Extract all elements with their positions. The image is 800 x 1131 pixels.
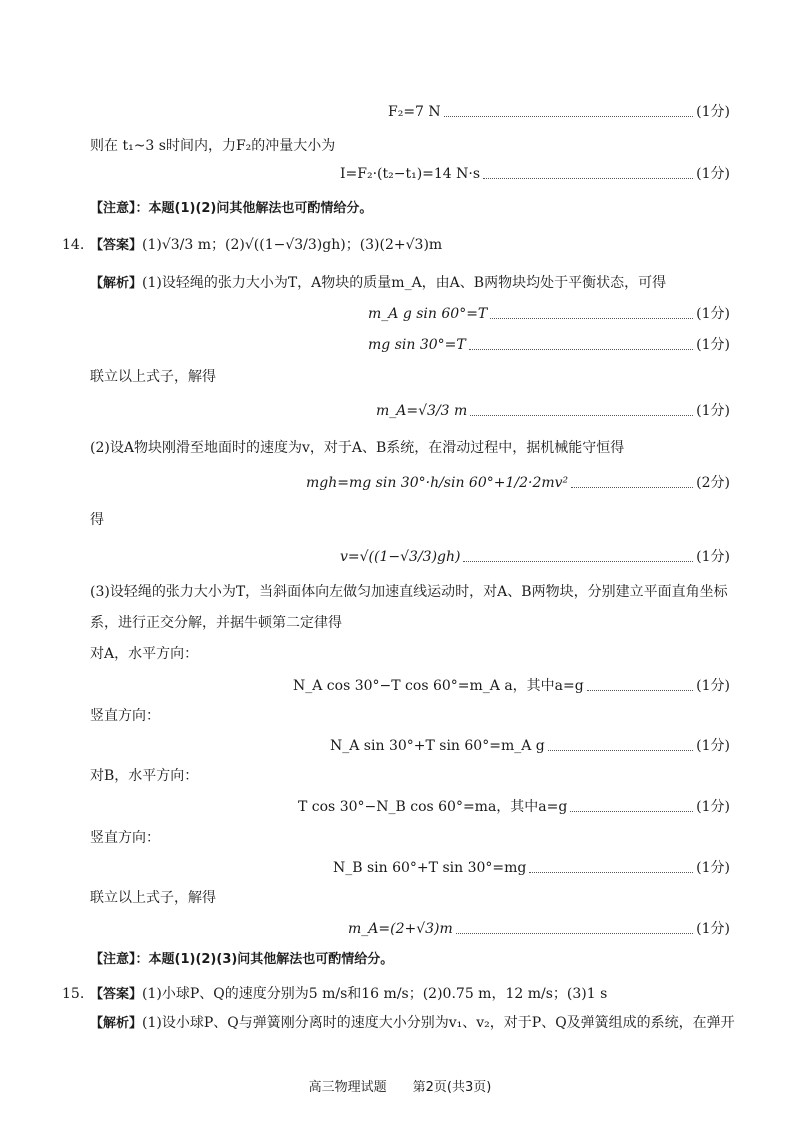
q14-answer: (1)√3/3 m；(2)√((1−√3/3)gh)；(3)(2+√3)m xyxy=(142,237,443,253)
note-label: 【注意】 xyxy=(90,201,136,216)
eq10-row xyxy=(90,918,730,940)
combine-text-1: 联立以上式子，解得 xyxy=(90,369,216,385)
vertical-label-b: 竖直方向： xyxy=(90,830,160,846)
eq-f2: F₂=7 N xyxy=(388,104,441,120)
q14-p1-intro: (1)设轻绳的张力大小为T，A物块的质量m_A，由A、B两物块均处于平衡状态，可得 xyxy=(142,275,667,291)
score: (1分) xyxy=(696,738,730,754)
q15-analysis-text: (1)设小球P、Q与弹簧刚分离时的速度大小分别为v₁、v₂，对于P、Q及弹簧组成的系统，在弹开 xyxy=(142,1015,735,1031)
score: (1分) xyxy=(696,799,730,815)
score: (1分) xyxy=(696,166,730,182)
eq7: N_A sin 30°+T sin 60°=m_A g xyxy=(330,738,545,754)
answer-label: 【答案】 xyxy=(90,238,143,253)
q14-p3-intro-1: (3)设轻绳的张力大小为T，当斜面体向左做匀加速直线运动时，对A、B两物块，分别建立平面直角坐标 xyxy=(90,584,728,600)
eq6-row xyxy=(90,675,730,697)
score: (2分) xyxy=(696,475,730,491)
a-horizontal-label: 对A，水平方向： xyxy=(90,646,199,662)
page-footer: 高三物理试题 第2页(共3页) xyxy=(308,1080,492,1095)
eq3: m_A=√3/3 m xyxy=(376,403,468,419)
eq7-row xyxy=(90,735,730,757)
eq-f2-row xyxy=(90,101,730,123)
q14-answer-row xyxy=(0,234,800,256)
score: (1分) xyxy=(696,860,730,876)
eq9-row xyxy=(90,857,730,879)
eq3-row xyxy=(90,400,730,422)
note-label: 【注意】 xyxy=(90,952,136,967)
eq-impulse-row xyxy=(90,163,730,185)
eq2-row xyxy=(90,334,730,356)
de-text: 得 xyxy=(90,512,104,528)
note-text: ：本题(1)(2)(3)问其他解法也可酌情给分。 xyxy=(135,952,394,967)
eq10: m_A=(2+√3)m xyxy=(348,921,453,937)
score: (1分) xyxy=(696,921,730,937)
vertical-label-a: 竖直方向： xyxy=(90,708,160,724)
eq6: N_A cos 30°−T cos 60°=m_A a，其中a=g xyxy=(293,678,584,694)
q14-analysis-intro xyxy=(90,272,730,294)
note-13 xyxy=(90,197,730,219)
analysis-label: 【解析】 xyxy=(90,1016,143,1031)
eq1: m_A g sin 60°=T xyxy=(368,306,488,322)
q15-answer: (1)小球P、Q的速度分别为5 m/s和16 m/s；(2)0.75 m，12 m/s；(3)1 s xyxy=(142,986,608,1002)
text-impulse: 则在 t₁~3 s时间内，力F₂的冲量大小为 xyxy=(90,138,336,154)
eq1-row xyxy=(90,303,730,325)
question-number: 14. xyxy=(62,237,85,253)
note-14 xyxy=(90,948,730,970)
score: (1分) xyxy=(696,403,730,419)
eq4-row xyxy=(90,472,730,494)
eq9: N_B sin 60°+T sin 30°=mg xyxy=(333,860,527,876)
q15-answer-row xyxy=(0,983,800,1005)
question-number: 15. xyxy=(62,986,85,1002)
score: (1分) xyxy=(696,549,730,565)
b-horizontal-label: 对B，水平方向： xyxy=(90,768,199,784)
score: (1分) xyxy=(696,337,730,353)
eq4: mgh=mg sin 30°·h/sin 60°+1/2·2mv² xyxy=(306,475,569,491)
analysis-label: 【解析】 xyxy=(90,276,143,291)
score: (1分) xyxy=(696,306,730,322)
score: (1分) xyxy=(696,678,730,694)
q14-p3-intro-2: 系，进行正交分解，并据牛顿第二定律得 xyxy=(90,615,342,631)
q14-p2-intro: (2)设A物块刚滑至地面时的速度为v，对于A、B系统，在滑动过程中，据机械能守恒得 xyxy=(90,440,625,456)
eq-impulse: I=F₂·(t₂−t₁)=14 N·s xyxy=(340,166,481,182)
note-text: ：本题(1)(2)问其他解法也可酌情给分。 xyxy=(135,201,373,216)
combine-text-2: 联立以上式子，解得 xyxy=(90,890,216,906)
q15-analysis xyxy=(90,1012,735,1034)
eq2: mg sin 30°=T xyxy=(368,337,466,353)
eq8-row xyxy=(90,796,730,818)
eq5: v=√((1−√3/3)gh) xyxy=(340,549,461,565)
eq8: T cos 30°−N_B cos 60°=ma，其中a=g xyxy=(298,799,568,815)
score: (1分) xyxy=(696,104,730,120)
eq5-row xyxy=(90,546,730,568)
answer-label: 【答案】 xyxy=(90,987,143,1002)
